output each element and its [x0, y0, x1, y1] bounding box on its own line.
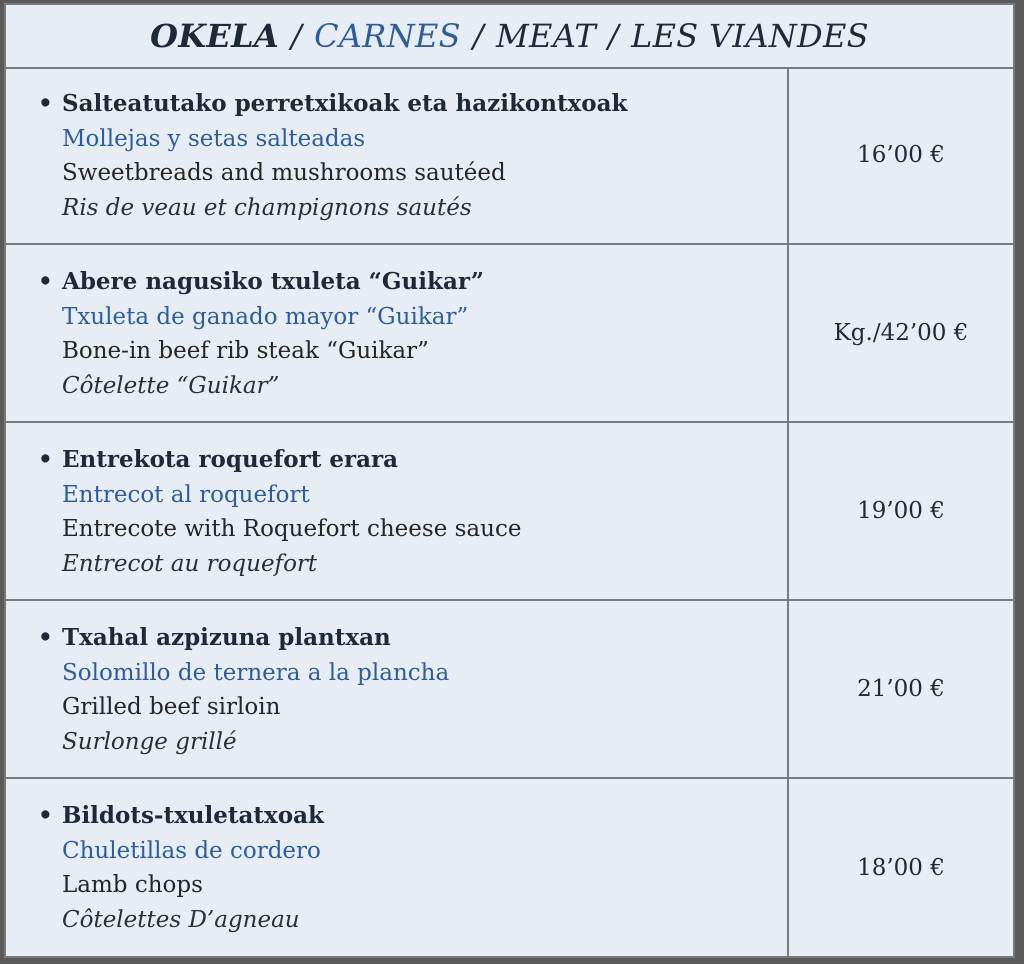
title-separator: / [608, 17, 620, 55]
dish-price: 21’00 € [857, 676, 945, 702]
dish-name-french: Ris de veau et champignons sautés [62, 194, 472, 221]
dish-description [38, 443, 762, 581]
bullet-icon: • [38, 446, 53, 473]
title-spanish: CARNES [314, 17, 461, 55]
bullet-icon: • [38, 624, 53, 651]
dish-price: Kg./42’00 € [833, 320, 969, 346]
dish-description [38, 265, 762, 403]
title-separator: / [472, 17, 484, 55]
dish-name-basque: • Entrekota roquefort erara [62, 443, 762, 478]
dish-name-english: Grilled beef sirloin [62, 694, 281, 720]
menu-row [6, 245, 1013, 423]
dish-name-french: Surlonge grillé [62, 728, 237, 755]
menu-row [6, 601, 1013, 779]
dish-price: 18’00 € [857, 855, 945, 881]
dish-name-basque: • Salteatutako perretxikoak eta hazikontxoak [62, 87, 762, 122]
dish-name-french: Côtelettes D’agneau [62, 906, 300, 933]
dish-name-english: Bone-in beef rib steak “Guikar” [62, 338, 429, 364]
section-title [6, 5, 1013, 69]
dish-name-spanish: Entrecot al roquefort [62, 481, 310, 508]
title-separator: / [291, 17, 303, 55]
menu-row [6, 67, 1013, 245]
dish-name-spanish: Txuleta de ganado mayor “Guikar” [62, 303, 469, 330]
dish-description [38, 799, 762, 937]
dish-name-basque: • Abere nagusiko txuleta “Guikar” [62, 265, 762, 300]
dish-description [38, 621, 762, 759]
dish-price: 16’00 € [857, 142, 945, 168]
dish-name-english: Sweetbreads and mushrooms sautéed [62, 160, 506, 186]
menu-card [4, 3, 1015, 958]
bullet-icon: • [38, 802, 53, 829]
menu-table [6, 67, 1013, 956]
title-english: MEAT [495, 17, 596, 55]
dish-description [38, 87, 762, 225]
dish-name-french: Côtelette “Guikar” [62, 372, 280, 399]
dish-price: 19’00 € [857, 498, 945, 524]
dish-name-spanish: Chuletillas de cordero [62, 837, 321, 864]
dish-name-french: Entrecot au roquefort [62, 550, 318, 577]
dish-name-basque: • Txahal azpizuna plantxan [62, 621, 762, 656]
title-basque: OKELA [150, 17, 279, 55]
title-french: LES VIANDES [631, 17, 869, 55]
bullet-icon: • [38, 268, 53, 295]
bullet-icon: • [38, 90, 53, 117]
menu-row [6, 779, 1013, 957]
dish-name-basque: • Bildots-txuletatxoak [62, 799, 762, 834]
dish-name-english: Lamb chops [62, 872, 203, 898]
menu-row [6, 423, 1013, 601]
dish-name-spanish: Mollejas y setas salteadas [62, 125, 366, 152]
dish-name-english: Entrecote with Roquefort cheese sauce [62, 516, 522, 542]
dish-name-spanish: Solomillo de ternera a la plancha [62, 659, 450, 686]
